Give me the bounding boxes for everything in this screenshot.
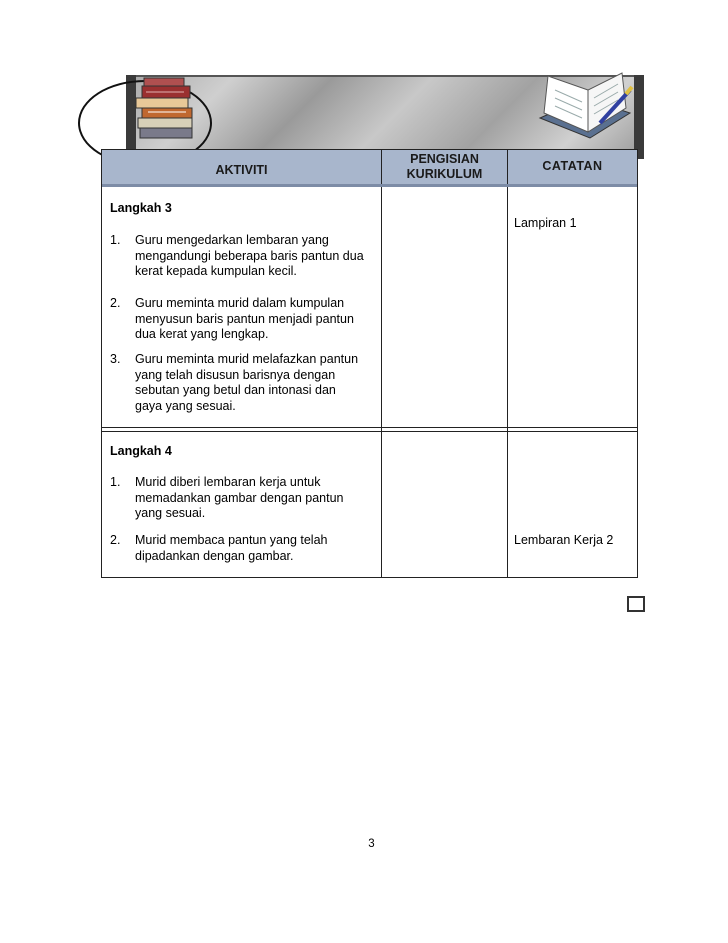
item-line: dipadankan dengan gambar.	[135, 548, 294, 563]
header-curriculum-line2: KURIKULUM	[406, 167, 483, 181]
item-number: 1.	[110, 475, 121, 489]
item-line: sebutan yang betul dan intonasi dan	[135, 383, 336, 397]
item-number: 2.	[110, 533, 121, 547]
activity-cell	[102, 187, 382, 427]
item-line: gaya yang sesuai.	[135, 398, 236, 413]
open-notebook-pen-icon	[530, 68, 640, 153]
item-number: 1.	[110, 233, 121, 247]
step-title: Langkah 4	[110, 444, 172, 458]
curriculum-cell	[382, 431, 508, 577]
step-title: Langkah 3	[110, 201, 172, 215]
item-line: Guru meminta murid melafazkan pantun	[135, 352, 359, 366]
book-stack-icon	[128, 68, 208, 148]
curriculum-cell	[382, 187, 508, 427]
activity-cell	[102, 431, 382, 577]
note-text: Lembaran Kerja 2	[514, 533, 614, 547]
header-notes: CATATAN	[508, 150, 637, 184]
notes-cell	[508, 187, 637, 427]
item-line: yang sesuai.	[135, 506, 206, 520]
note-text: Lampiran 1	[514, 216, 577, 230]
page-number: 3	[368, 838, 375, 850]
item-line: Guru mengedarkan lembaran yang	[135, 233, 329, 247]
header-curriculum-line1: PENGISIAN	[410, 152, 479, 166]
item-line: Murid diberi lembaran kerja untuk	[135, 475, 321, 489]
table-header	[102, 150, 637, 185]
item-number: 2.	[110, 296, 121, 310]
item-line: yang telah disusun barisnya dengan	[135, 367, 336, 382]
checkbox[interactable]	[627, 596, 645, 612]
item-line: memadankan gambar dengan pantun	[135, 490, 344, 505]
lesson-table	[101, 149, 638, 578]
item-line: menyusun baris pantun menjadi pantun	[135, 311, 354, 326]
header-curriculum	[382, 150, 508, 184]
item-line: Guru meminta murid dalam kumpulan	[135, 296, 345, 310]
notes-cell	[508, 431, 637, 577]
item-line: mengandungi beberapa baris pantun dua	[135, 248, 364, 263]
item-line: dua kerat yang lengkap.	[135, 327, 269, 341]
table-row	[102, 431, 637, 577]
item-line: Murid membaca pantun yang telah	[135, 533, 328, 547]
table-row	[102, 187, 637, 428]
item-line: kerat kepada kumpulan kecil.	[135, 264, 297, 278]
header-activity: AKTIVITI	[102, 150, 382, 184]
item-number: 3.	[110, 352, 121, 366]
